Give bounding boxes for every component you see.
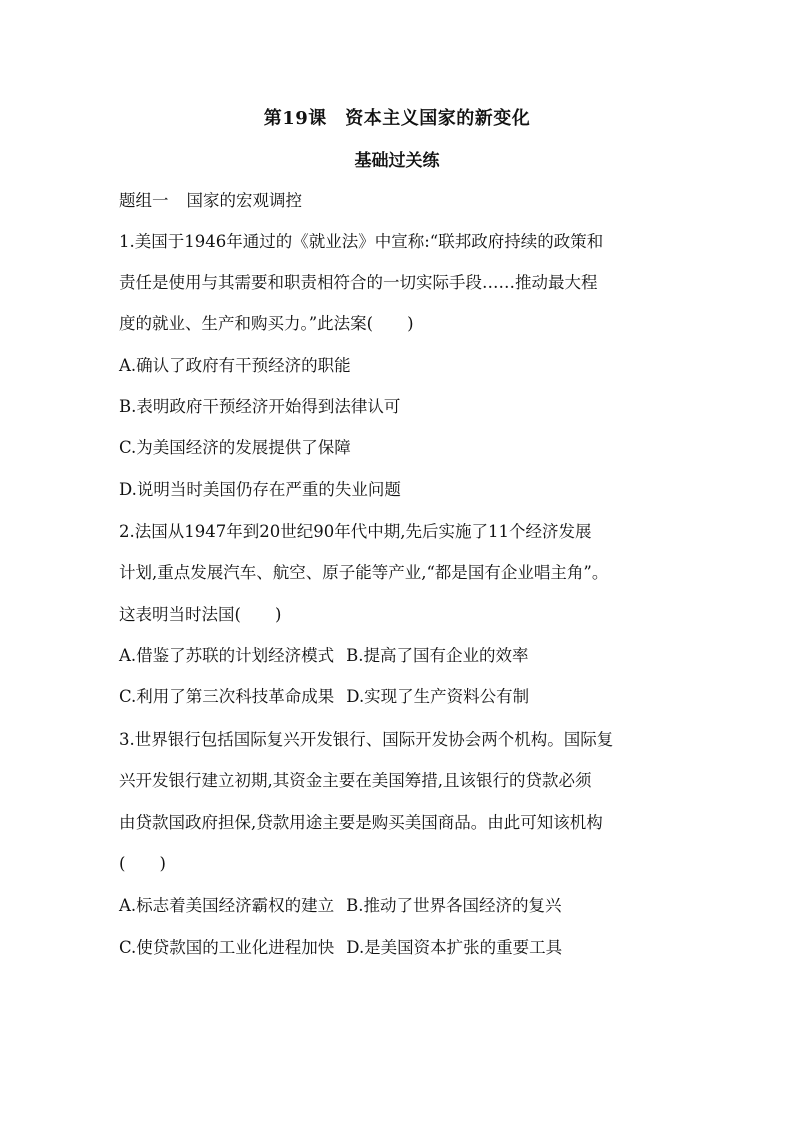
q1-option-b: B.表明政府干预经济开始得到法律认可	[119, 397, 401, 416]
question-group-heading	[119, 190, 302, 212]
q1-stem-line-1: 1.美国于1946年通过的《就业法》中宣称:“联邦政府持续的政策和	[119, 232, 604, 251]
q1-answer-paren: )	[407, 314, 414, 333]
q2-answer-paren: )	[274, 605, 282, 624]
q3-stem-line-1: 3.世界银行包括国际复兴开发银行、国际开发协会两个机构。国际复	[119, 730, 614, 749]
group-prefix: 题组一	[119, 191, 169, 210]
q2-option-d: D.实现了生产资料公有制	[346, 687, 530, 706]
q2-options-row-2	[119, 686, 529, 708]
group-name: 国家的宏观调控	[186, 191, 302, 210]
q3-option-a: A.标志着美国经济霸权的建立	[119, 896, 335, 915]
q1-stem-line-3	[119, 313, 414, 335]
q2-options-row-1	[119, 645, 529, 667]
q3-answer-paren: )	[159, 854, 166, 873]
q3-option-d: D.是美国资本扩张的重要工具	[346, 938, 563, 957]
q2-option-b: B.提高了国有企业的效率	[346, 646, 529, 665]
q2-stem-line-3	[119, 604, 281, 626]
q2-option-a: A.借鉴了苏联的计划经济模式	[119, 646, 335, 665]
section-subtitle: 基础过关练	[354, 151, 440, 171]
q3-stem-line-4	[119, 853, 166, 875]
q1-stem-line-2: 责任是使用与其需要和职责相符合的一切实际手段……推动最大程	[119, 273, 598, 292]
q2-stem-line-1: 2.法国从1947年到20世纪90年代中期,先后实施了11个经济发展	[119, 522, 592, 541]
q2-option-c: C.利用了第三次科技革命成果	[119, 687, 335, 706]
q2-stem-line-2: 计划,重点发展汽车、航空、原子能等产业,“都是国有企业唱主角”。	[119, 563, 609, 582]
q1-stem-text: 度的就业、生产和购买力。”此法案(	[119, 314, 374, 333]
q1-option-c: C.为美国经济的发展提供了保障	[119, 438, 351, 457]
q3-stem-line-3: 由贷款国政府担保,贷款用途主要是购买美国商品。由此可知该机构	[119, 813, 603, 832]
q1-option-a: A.确认了政府有干预经济的职能	[119, 356, 351, 375]
q1-option-d: D.说明当时美国仍存在严重的失业问题	[119, 480, 401, 499]
page-title: 第19课 资本主义国家的新变化	[263, 108, 531, 129]
q3-option-c: C.使贷款国的工业化进程加快	[119, 938, 335, 957]
q3-option-b: B.推动了世界各国经济的复兴	[346, 896, 562, 915]
q3-options-row-2	[119, 937, 562, 959]
q3-stem-line-2: 兴开发银行建立初期,其资金主要在美国筹措,且该银行的贷款必须	[119, 771, 592, 790]
q3-stem-text: (	[119, 854, 126, 873]
q3-options-row-1	[119, 895, 562, 917]
q2-stem-text: 这表明当时法国(	[119, 605, 241, 624]
